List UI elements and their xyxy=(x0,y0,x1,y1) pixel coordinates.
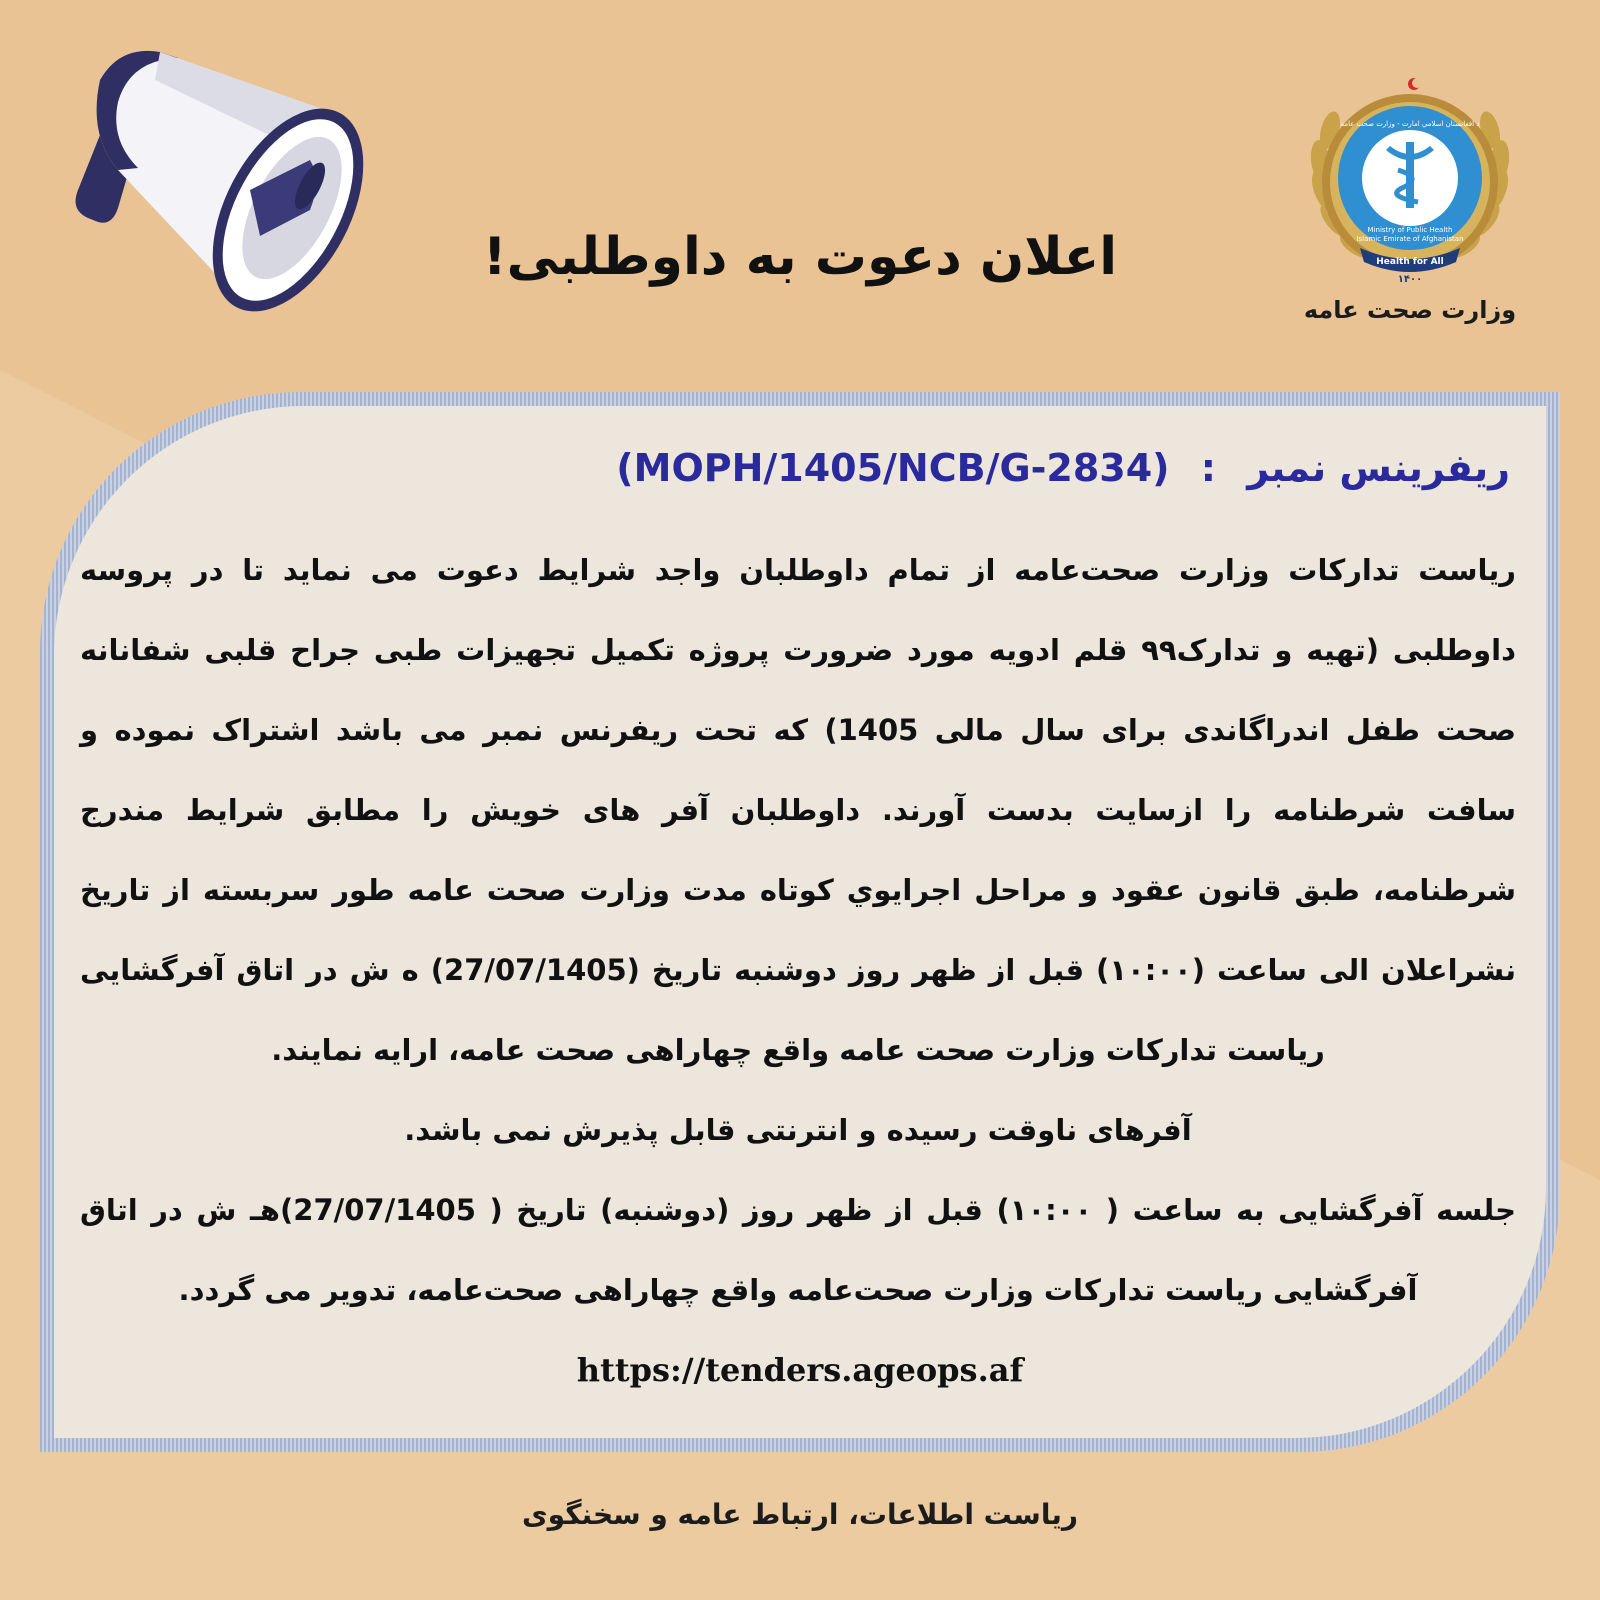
reference-separator: : xyxy=(1200,446,1216,490)
body-line: صحت طفل اندراگاندی برای سال مالی 1405) که تحت ریفرنس نمبر می باشد اشتراک نموده و xyxy=(80,713,1516,747)
ministry-name: وزارت صحت عامه xyxy=(1303,296,1517,324)
footer-department: ریاست اطلاعات، ارتباط عامه و سخنگوی xyxy=(522,1498,1078,1531)
body-line: نشراعلان الی ساعت (۱۰:۰۰) قبل از ظهر روز دوشنبه تاریخ (27/07/1405) ه ش در اتاق آفرگشایی xyxy=(80,953,1516,987)
announcement-body xyxy=(80,530,1516,1330)
body-line: ریاست تدارکات وزارت صحت عامه واقع چهاراهی صحت عامه، ارایه نمایند. xyxy=(271,1033,1325,1067)
body-line: آفرهای ناوقت رسیده و انترنتی قابل پذیرش نمی باشد. xyxy=(404,1113,1192,1147)
reference-label: ریفرینس نمبر xyxy=(1247,446,1510,490)
reference-number xyxy=(200,438,1510,498)
body-line: داوطلبی (تهیه و تدارک۹۹ قلم ادویه مورد ضرورت پروژه تکمیل تجهیزات طبی جراح قلبی شفانانه xyxy=(80,633,1517,667)
emblem-persian-ring: د افغانستان اسلامي امارت - وزارت صحت عامه xyxy=(1340,120,1480,128)
body-line: ریاست تدارکات وزارت صحت‌عامه از تمام داوطلبان واجد شرایط دعوت می نماید تا در پروسه xyxy=(80,553,1516,587)
emblem-motto: Health for All xyxy=(1376,257,1444,267)
reference-code: (MOPH/1405/NCB/G-2834) xyxy=(616,446,1170,490)
page-title: اعلان دعوت به داوطلبی! xyxy=(482,227,1118,287)
emblem-english-line-1: Ministry of Public Health xyxy=(1367,226,1453,234)
body-line: آفرگشایی ریاست تدارکات وزارت صحت‌عامه واقع چهاراهی صحت‌عامه، تدویر می گردد. xyxy=(178,1273,1418,1307)
body-line: شرطنامه، طبق قانون عقود و مراحل اجرایوي کوتاه مدت وزارت صحت عامه طور سربسته از تاریخ xyxy=(80,873,1516,907)
tenders-url[interactable]: https://tenders.ageops.af xyxy=(576,1351,1024,1389)
body-line: جلسه آفرگشایی به ساعت ( ۱۰:۰۰) قبل از ظهر روز (دوشنبه) تاریخ ( 27/07/1405)هـ ش در اتاق xyxy=(80,1193,1516,1227)
body-line: سافت شرطنامه را ازسایت بدست آورند. داوطلبان آفر های خویش را مطابق شرایط مندرج xyxy=(80,793,1516,827)
emblem-year: ۱۴۰۰ xyxy=(1397,274,1423,285)
ministry-emblem-logo xyxy=(1290,70,1530,300)
megaphone-icon xyxy=(60,40,390,330)
emblem-english-line-2: Islamic Emirate of Afghanistan xyxy=(1356,235,1464,243)
